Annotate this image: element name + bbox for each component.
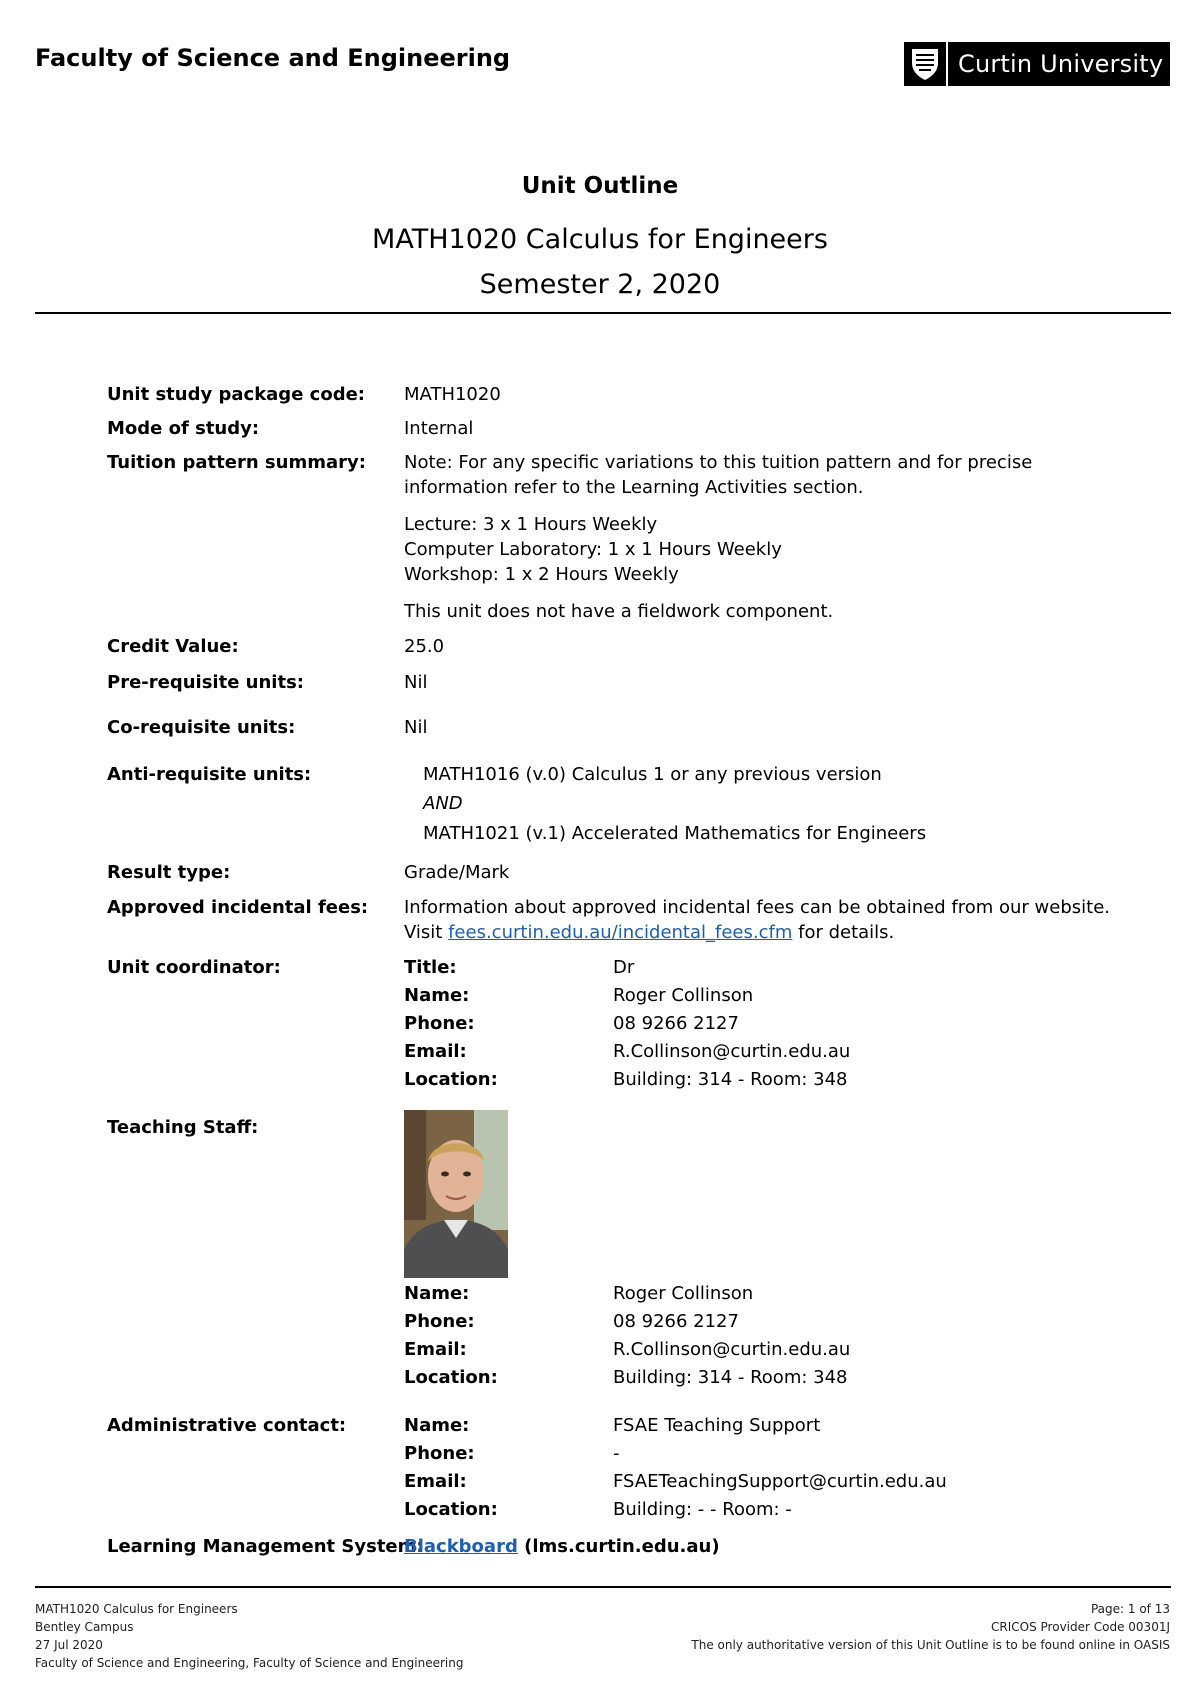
coordinator-title-label: Title: [404,957,457,978]
coreq-value: Nil [404,717,428,738]
prereq-value: Nil [404,672,428,693]
lab-pattern: Computer Laboratory: 1 x 1 Hours Weekly [404,539,782,560]
lms-label: Learning Management System: [107,1536,424,1557]
coordinator-name-label: Name: [404,985,470,1006]
teaching-email-label: Email: [404,1339,467,1360]
admin-location: Building: - - Room: - [613,1499,792,1520]
admin-phone-label: Phone: [404,1443,475,1464]
credit-label: Credit Value: [107,636,239,657]
teaching-name-label: Name: [404,1283,470,1304]
lms-url: (lms.curtin.edu.au) [524,1536,720,1557]
study-code-label: Unit study package code: [107,384,365,405]
teaching-location-label: Location: [404,1367,498,1388]
crest-icon [904,42,948,86]
teaching-name: Roger Collinson [613,1283,754,1304]
admin-phone: - [613,1443,620,1464]
footer-campus: Bentley Campus [35,1620,134,1634]
antireq-unit-1: MATH1016 (v.0) Calculus 1 or any previous version [423,764,882,785]
footer-cricos: CRICOS Provider Code 00301J [991,1620,1170,1634]
tuition-note-line-2: information refer to the Learning Activities section. [404,477,864,498]
unit-title: MATH1020 Calculus for Engineers [372,224,828,255]
credit-value: 25.0 [404,636,445,657]
staff-photo [404,1110,508,1278]
fees-details-text: for details. [798,922,895,943]
footer-authority: The only authoritative version of this Unit Outline is to be found online in OASIS [691,1638,1170,1652]
top-divider [35,312,1171,314]
fieldwork-note: This unit does not have a fieldwork component. [404,601,834,622]
teaching-phone-label: Phone: [404,1311,475,1332]
fees-visit-line [404,922,894,943]
admin-location-label: Location: [404,1499,498,1520]
prereq-label: Pre-requisite units: [107,672,304,693]
teaching-location: Building: 314 - Room: 348 [613,1367,848,1388]
workshop-pattern: Workshop: 1 x 2 Hours Weekly [404,564,679,585]
coordinator-phone-label: Phone: [404,1013,475,1034]
teaching-email: R.Collinson@curtin.edu.au [613,1339,851,1360]
admin-name: FSAE Teaching Support [613,1415,821,1436]
coordinator-title: Dr [613,957,635,978]
lms-value [404,1536,720,1557]
mode-value: Internal [404,418,474,439]
fees-visit-text: Visit [404,922,443,943]
coordinator-location: Building: 314 - Room: 348 [613,1069,848,1090]
coordinator-phone: 08 9266 2127 [613,1013,739,1034]
admin-name-label: Name: [404,1415,470,1436]
fees-link[interactable]: fees.curtin.edu.au/incidental_fees.cfm [448,922,793,943]
lecture-pattern: Lecture: 3 x 1 Hours Weekly [404,514,658,535]
fees-label: Approved incidental fees: [107,897,369,918]
antireq-label: Anti-requisite units: [107,764,312,785]
antireq-and: AND [423,793,463,814]
result-type-value: Grade/Mark [404,862,510,883]
study-code-value: MATH1020 [404,384,501,405]
admin-email-label: Email: [404,1471,467,1492]
footer-date: 27 Jul 2020 [35,1638,103,1652]
footer-page-number: Page: 1 of 13 [1090,1602,1170,1616]
coreq-label: Co-requisite units: [107,717,296,738]
bottom-divider [35,1586,1171,1588]
teaching-phone: 08 9266 2127 [613,1311,739,1332]
semester-title: Semester 2, 2020 [479,269,721,300]
footer-unit: MATH1020 Calculus for Engineers [35,1602,238,1616]
curtin-logo [904,42,1170,86]
mode-label: Mode of study: [107,418,260,439]
blackboard-link[interactable]: Blackboard [404,1536,518,1557]
antireq-unit-2: MATH1021 (v.1) Accelerated Mathematics for Engineers [423,823,927,844]
coordinator-name: Roger Collinson [613,985,754,1006]
result-type-label: Result type: [107,862,231,883]
tuition-label: Tuition pattern summary: [107,452,366,473]
logo-text: Curtin University [958,50,1164,78]
coordinator-location-label: Location: [404,1069,498,1090]
coordinator-label: Unit coordinator: [107,957,281,978]
footer-faculty: Faculty of Science and Engineering, Faculty of Science and Engineering [35,1656,464,1670]
coordinator-email: R.Collinson@curtin.edu.au [613,1041,851,1062]
faculty-heading: Faculty of Science and Engineering [35,44,511,72]
admin-email: FSAETeachingSupport@curtin.edu.au [613,1471,947,1492]
coordinator-email-label: Email: [404,1041,467,1062]
tuition-note-line-1: Note: For any specific variations to this tuition pattern and for precise [404,452,1033,473]
admin-contact-label: Administrative contact: [107,1415,347,1436]
unit-outline-heading: Unit Outline [521,173,679,199]
fees-info: Information about approved incidental fees can be obtained from our website. [404,897,1110,918]
teaching-staff-label: Teaching Staff: [107,1117,259,1138]
